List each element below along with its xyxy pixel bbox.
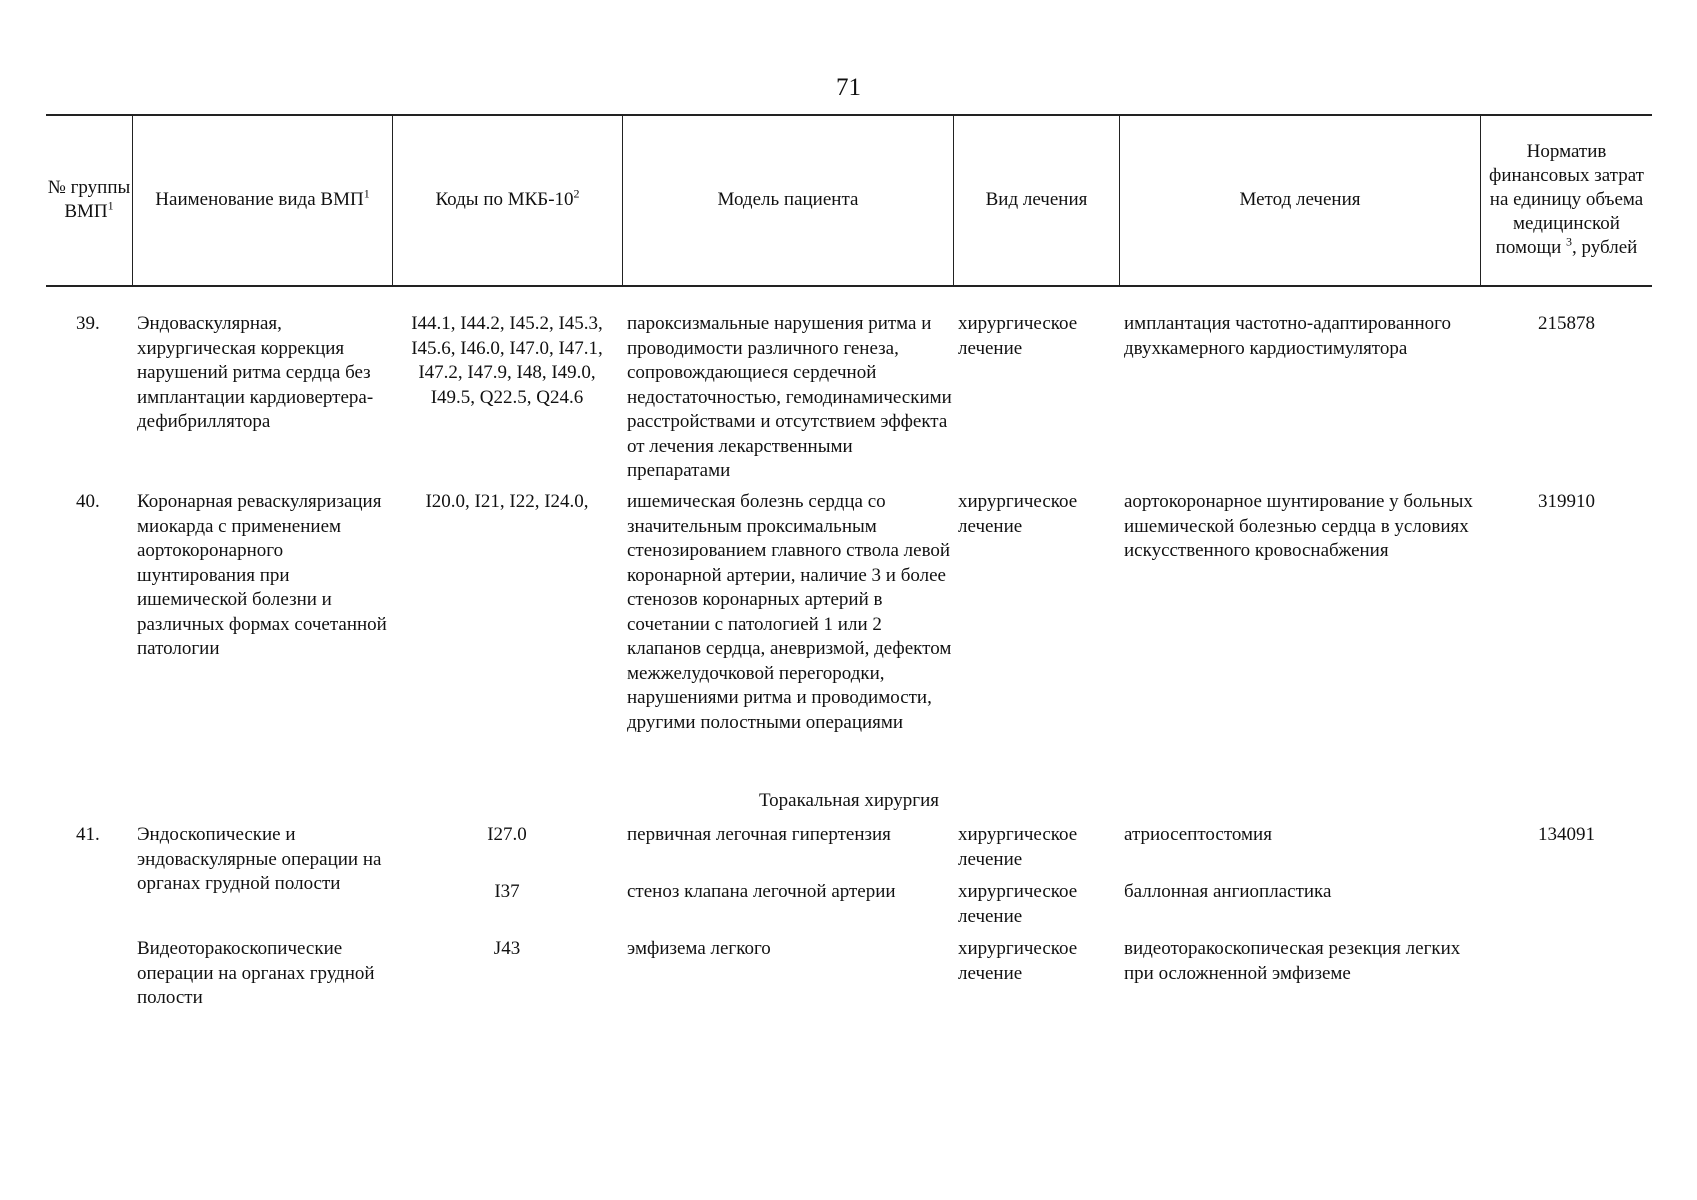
row-41c-name: Видеоторакоскопические операции на органах грудной полости (137, 938, 375, 1008)
row-41-cost-norm: 134091 (1538, 824, 1595, 845)
row-40-cost-norm: 319910 (1538, 491, 1595, 512)
row-41c-patient-model: эмфизема легкого (627, 938, 771, 959)
row-40-number: 40. (76, 491, 100, 512)
header-codes-label: Коды по МКБ-10 (435, 189, 574, 210)
header-cost-norm (1481, 115, 1652, 285)
row-41c-codes: J43 (493, 938, 521, 959)
header-group-number-label: № группы ВМП (47, 177, 131, 222)
row-40-codes: I20.0, I21, I22, I24.0, (425, 491, 589, 512)
row-41b-treatment-method: баллонная ангиопластика (1124, 881, 1332, 902)
footnote-mark: 1 (363, 186, 370, 201)
footnote-mark: 3 (1566, 234, 1573, 249)
row-40-patient-model: ишемическая болезнь сердца со значительным проксимальным стенозированием главного ствола левой коронарной артерии, наличие 3 и более стенозов коронарных артерий в сочетании с патологией 1 или 2 клапанов сердца, аневризмой, дефектом межжелудочковой перегородки, нарушениями ритма и проводимости, другими полостными операциями (627, 491, 952, 733)
page-number: 71 (836, 74, 861, 101)
row-40-treatment-method: аортокоронарное шунтирование у больных ишемической болезнью сердца в условиях искусственного кровоснабжения (1124, 491, 1473, 561)
footnote-mark: 1 (107, 198, 114, 213)
row-39-number: 39. (76, 313, 100, 334)
row-39-patient-model: пароксизмальные нарушения ритма и проводимости различного генеза, сопровождающиеся сердечной недостаточностью, гемодинамическими расстройствами и отсутствием эффекта от лечения лекарственными препаратами (627, 313, 952, 481)
header-treatment-type: Вид лечения (985, 189, 1088, 210)
row-39-treatment-type: хирургическое лечение (958, 313, 1078, 359)
row-41a-codes: I27.0 (487, 824, 527, 845)
section-title: Торакальная хирургия (758, 790, 939, 811)
header-name-label: Наименование вида ВМП (155, 189, 364, 210)
row-41-name: Эндоскопические и эндоваскулярные операции на органах грудной полости (137, 824, 382, 894)
row-39-treatment-method: имплантация частотно-адаптированного двухкамерного кардиостимулятора (1124, 313, 1451, 359)
row-41b-codes: I37 (494, 881, 520, 902)
row-41a-treatment-method: атриосептостомия (1124, 824, 1272, 845)
row-39-codes: I44.1, I44.2, I45.2, I45.3, I45.6, I46.0, I47.0, I47.1, I47.2, I47.9, I48, I49.0, I49.5, Q22.5, Q24.6 (411, 313, 603, 408)
row-39-cost-norm: 215878 (1538, 313, 1595, 334)
header-treatment-method: Метод лечения (1239, 189, 1361, 210)
header-patient-model: Модель пациента (717, 189, 859, 210)
header-bottom-rule (46, 285, 1652, 287)
row-39-name: Эндоваскулярная, хирургическая коррекция нарушений ритма сердца без имплантации кардиовертера-дефибриллятора (137, 313, 374, 432)
row-41b-treatment-type: хирургическое лечение (958, 881, 1078, 927)
header-codes (393, 115, 622, 285)
row-41a-treatment-type: хирургическое лечение (958, 824, 1078, 870)
footnote-mark: 2 (573, 186, 580, 201)
row-41c-treatment-method: видеоторакоскопическая резекция легких при осложненной эмфиземе (1124, 938, 1461, 984)
row-40-name: Коронарная реваскуляризация миокарда с применением аортокоронарного шунтирования при ишемической болезни и различных формах сочетанной патологии (137, 491, 387, 659)
header-name (133, 115, 392, 285)
row-41-number: 41. (76, 824, 100, 845)
row-41a-patient-model: первичная легочная гипертензия (627, 824, 891, 845)
header-cost-norm-label: Норматив финансовых затрат на единицу объема медицинской помощи (1489, 141, 1644, 258)
row-41b-patient-model: стеноз клапана легочной артерии (627, 881, 896, 902)
row-41c-treatment-type: хирургическое лечение (958, 938, 1078, 984)
header-group-number (46, 115, 132, 285)
header-cost-norm-unit: , рублей (1572, 237, 1638, 258)
row-40-treatment-type: хирургическое лечение (958, 491, 1078, 537)
